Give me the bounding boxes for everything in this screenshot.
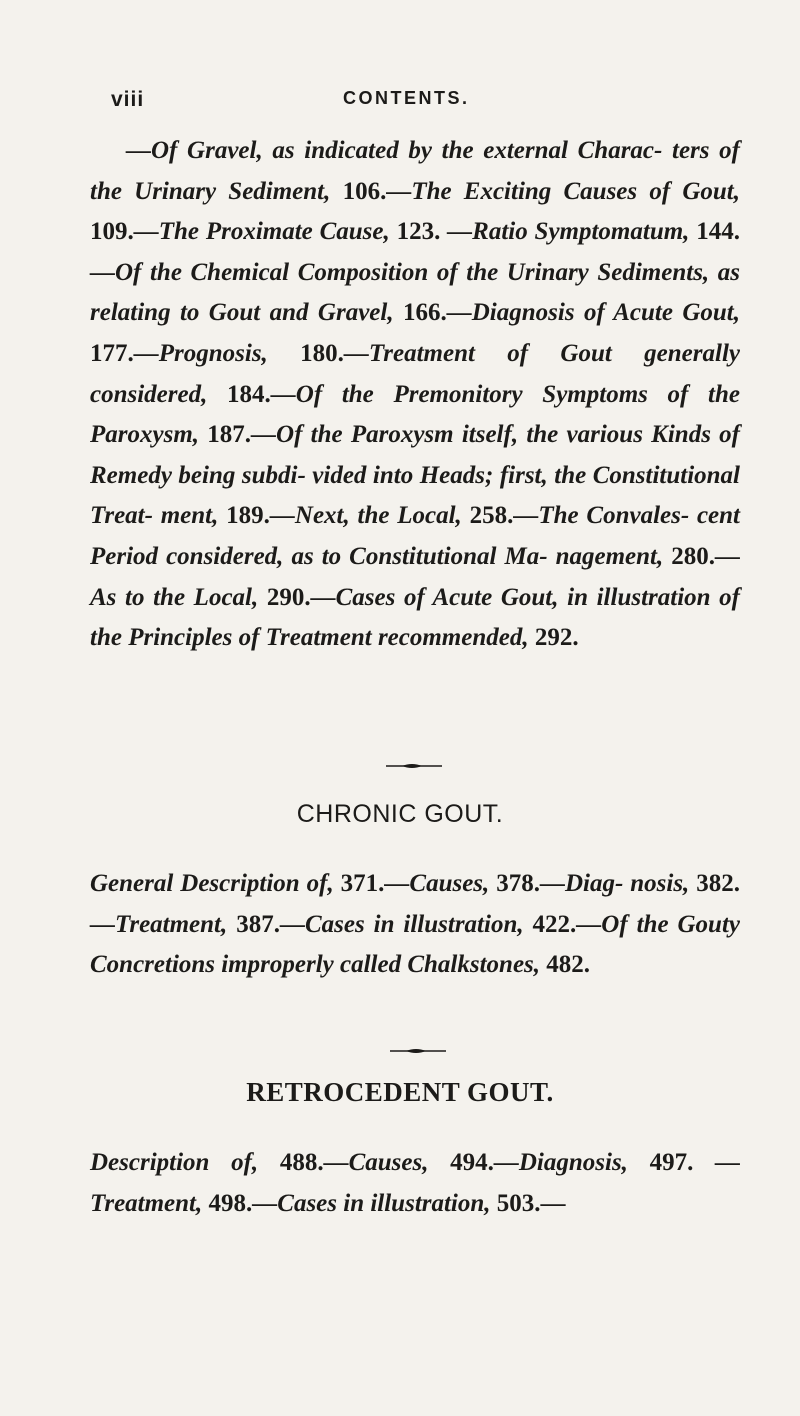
entry-text: Description of, xyxy=(90,1149,280,1176)
entry-text: —As to the Local, xyxy=(90,542,740,611)
running-title: CONTENTS. xyxy=(343,88,470,108)
entry-text: —The Exciting Causes of Gout, xyxy=(386,177,740,205)
entry-text: —Prognosis, xyxy=(133,339,301,367)
entry-page: 292. xyxy=(534,624,579,652)
entry-text: —Treatment of Gout generally considered, xyxy=(90,339,740,408)
entry-text: —Cases of Acute Gout, in illustration of the Principles of Treatment recommended, xyxy=(90,583,740,652)
section-title-chronic-gout: CHRONIC GOUT. xyxy=(296,800,504,828)
entry-page: 189. xyxy=(226,502,270,530)
entry-page: 290. xyxy=(266,583,311,611)
entry-page: 258. xyxy=(469,502,514,530)
entry-text: —Of the Gouty Concretions improperly called Chalkstones, xyxy=(90,910,740,979)
entry-page: 503.— xyxy=(496,1189,566,1217)
entry-text: —Causes, xyxy=(323,1149,451,1176)
entry-page: 166. xyxy=(402,299,447,327)
entry-text: —Diag- nosis, xyxy=(539,870,697,897)
entry-text: General Description of, xyxy=(90,870,341,897)
entry-text: —Of the Premonitory Symptoms of the Paroxysm, xyxy=(90,380,740,449)
entry-page: 177. xyxy=(90,339,134,367)
entry-page: 187. xyxy=(207,421,252,449)
entry-text: —Causes, xyxy=(384,870,497,897)
entry-text: —Of Gravel, as indicated by the external Charac- ters of the Urinary Sediment, xyxy=(90,137,740,205)
entry-text: —Treatment, xyxy=(90,910,237,938)
entry-page: 180. xyxy=(300,339,344,367)
entry-page: 109. xyxy=(90,218,134,246)
acute-gout-contents xyxy=(90,131,740,659)
entry-page: 498. xyxy=(208,1189,253,1217)
entry-text: —Diagnosis, xyxy=(493,1149,650,1176)
entry-page: 497. xyxy=(649,1149,694,1176)
section-divider-ornament xyxy=(390,1047,446,1055)
entry-page: 371. xyxy=(340,870,385,897)
entry-text: —The Convales- cent Period considered, as to Constitutional Ma- nagement, xyxy=(90,502,740,570)
entry-text: —Of the Paroxysm itself, the various Kinds of Remedy being subdi- vided into Heads; first, the Constitutional Treat- ment, xyxy=(90,421,740,530)
entry-text: —Ratio Symptomatum, xyxy=(440,218,697,246)
entry-page: 387. xyxy=(236,910,280,938)
chronic-gout-contents xyxy=(90,864,740,986)
entry-text: —Next, the Local, xyxy=(269,502,470,530)
entry-page: 482. xyxy=(546,951,591,979)
entry-page: 280. xyxy=(671,542,715,570)
entry-page: 106. xyxy=(342,177,387,205)
entry-page: 488. xyxy=(279,1149,324,1176)
entry-text: —Cases in illustration, xyxy=(279,910,533,938)
entry-text: —Of the Chemical Composition of the Urinary Sediments, as relating to Gout and Gravel, xyxy=(90,258,740,327)
entry-text: —The Proximate Cause, xyxy=(133,218,397,246)
entry-text: —Cases in illustration, xyxy=(252,1189,497,1217)
running-head xyxy=(111,88,731,118)
section-divider-ornament xyxy=(386,762,442,770)
entry-page: 144. xyxy=(696,218,740,246)
entry-text: —Treatment, xyxy=(90,1149,740,1217)
entry-page: 422. xyxy=(532,910,577,938)
retrocedent-gout-contents xyxy=(90,1143,740,1224)
entry-page: 123. xyxy=(396,218,441,246)
page-number: viii xyxy=(111,88,145,111)
entry-page: 494. xyxy=(450,1149,494,1176)
entry-page: 382. xyxy=(696,870,740,897)
entry-page: 184. xyxy=(227,380,271,408)
entry-text: —Diagnosis of Acute Gout, xyxy=(446,299,740,327)
entry-page: 378. xyxy=(496,870,540,897)
section-title-retrocedent-gout: RETROCEDENT GOUT. xyxy=(246,1077,554,1107)
